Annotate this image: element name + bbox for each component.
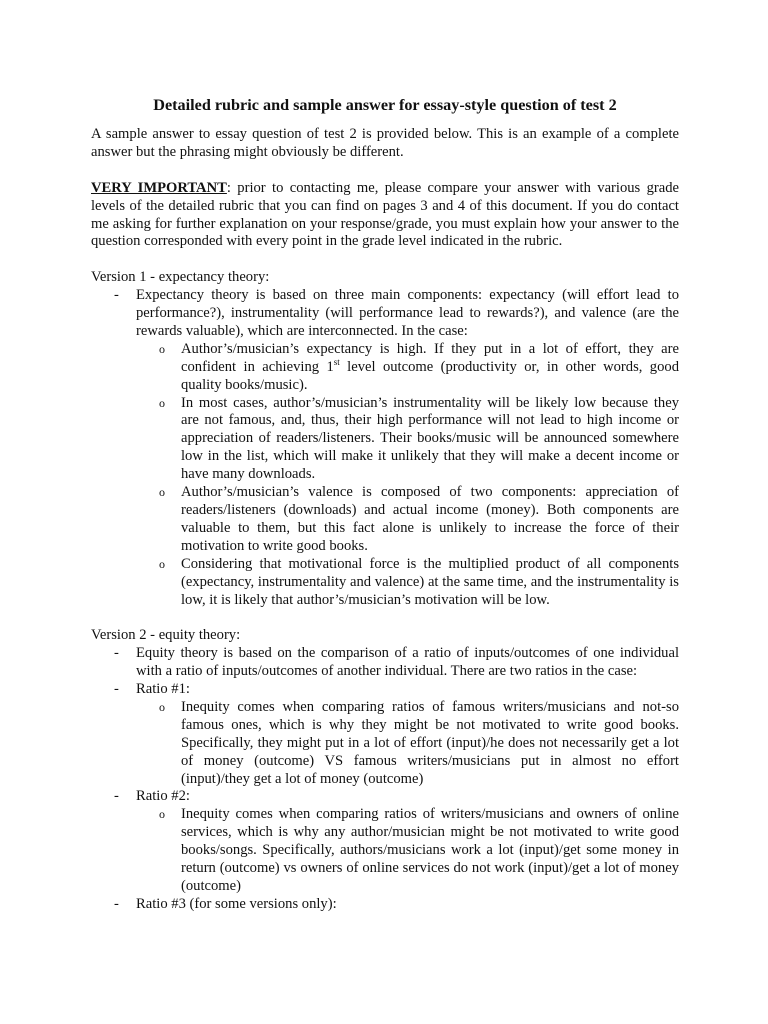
- ratio3-label: Ratio #3 (for some versions only):: [136, 895, 337, 912]
- motivation-text: Considering that motivational force is the multiplied product of all components (expectancy, instrumentality and valence) at the same time, and the instrumentality is low, it is likely that author’s/musician’s motivation will be low.: [181, 555, 679, 608]
- instrumentality-text: In most cases, author’s/musician’s instrumentality will be likely low because they are not famous, and, thus, their high performance will not lead to high income or appreciation of readers/listeners. Their books/music will be announced somewhere low in the list, which will make it unlikely that they will make a decent income or have many downloads.: [181, 394, 679, 483]
- spacer: [91, 609, 679, 627]
- valence-text: Author’s/musician’s valence is composed of two components: appreciation of readers/listeners (downloads) and actual income (money). Both components are valuable to them, but this fact alone is unlikely to increase the force of their motivation to write good books.: [181, 484, 679, 554]
- list-item: [91, 788, 679, 895]
- ratio1-sublist: [136, 699, 679, 789]
- version2-section: [91, 627, 679, 914]
- expectancy-text-a: Author’s/musician’s expectancy is high. If they put in a lot of effort, they are confident in achieving 1: [181, 340, 679, 375]
- version1-section: [91, 269, 679, 609]
- list-item: [136, 484, 679, 556]
- important-paragraph: [91, 180, 679, 252]
- dash-marker: -: [114, 681, 119, 698]
- bullet-marker: o: [159, 699, 165, 714]
- spacer: [91, 251, 679, 269]
- list-item: [136, 395, 679, 485]
- ordinal-suffix: st: [333, 356, 340, 367]
- spacer: [91, 162, 679, 180]
- list-item: [91, 645, 679, 681]
- list-item: [136, 341, 679, 395]
- list-item: [91, 681, 679, 788]
- dash-marker: -: [114, 895, 119, 912]
- bullet-marker: o: [159, 341, 165, 356]
- document-title: Detailed rubric and sample answer for essay-style question of test 2: [153, 96, 617, 114]
- list-item: [136, 806, 679, 896]
- ratio2-text: Inequity comes when comparing ratios of writers/musicians and owners of online services, which is why any author/musician might be not motivated to write good books/songs. Specifically, authors/musicians work a lot (input)/get some money in return (outcome) vs owners of online services do not work (input)/get a lot of money (outcome): [181, 806, 679, 895]
- expectancy-text-b: level outcome (productivity or, in other words, good quality books/music).: [181, 358, 679, 393]
- document-page: [91, 96, 679, 914]
- important-text: : prior to contacting me, please compare your answer with various grade levels of the detailed rubric that you can find on pages 3 and 4 of this document. If you do contact me asking for further explanation on your response/grade, you must explain how your answer to the question corresponded with every point in the grade level indicated in the rubric.: [91, 179, 680, 250]
- list-item: [91, 287, 679, 609]
- bullet-marker: o: [159, 807, 165, 822]
- ratio2-sublist: [136, 806, 679, 896]
- version2-heading: Version 2 - equity theory:: [91, 627, 241, 644]
- bullet-marker: o: [159, 395, 165, 410]
- dash-marker: -: [114, 788, 119, 805]
- ratio1-label: Ratio #1:: [136, 681, 190, 698]
- version2-list: [91, 645, 679, 914]
- ratio2-label: Ratio #2:: [136, 788, 190, 805]
- dash-marker: -: [114, 645, 119, 662]
- version1-item1-text: Expectancy theory is based on three main components: expectancy (will effort lead to performance?), instrumentality (will performance lead to rewards?), and valence (are the rewards valuable), which are interconnected. In the case:: [136, 287, 679, 339]
- list-item: [136, 556, 679, 610]
- version2-item1-text: Equity theory is based on the comparison of a ratio of inputs/outcomes of one individual with a ratio of inputs/outcomes of another individual. There are two ratios in the case:: [136, 645, 679, 680]
- list-item: [136, 699, 679, 789]
- version1-sublist: [136, 341, 679, 610]
- ratio1-text: Inequity comes when comparing ratios of famous writers/musicians and not-so famous ones, which is why they might be not motivated to write good books. Specifically, they might put in a lot of effort (input)/he does not necessarily get a lot of money (outcome) VS famous writers/musicians put in almost no effort (input)/they get a lot of money (outcome): [181, 698, 679, 787]
- version1-heading: Version 1 - expectancy theory:: [91, 269, 270, 286]
- intro-paragraph: A sample answer to essay question of test 2 is provided below. This is an example of a complete answer but the phrasing might obviously be different.: [91, 126, 679, 160]
- version1-list: [91, 287, 679, 609]
- bullet-marker: o: [159, 485, 165, 500]
- bullet-marker: o: [159, 556, 165, 571]
- list-item: [91, 896, 679, 914]
- important-label: VERY IMPORTANT: [91, 179, 227, 196]
- dash-marker: -: [114, 287, 119, 304]
